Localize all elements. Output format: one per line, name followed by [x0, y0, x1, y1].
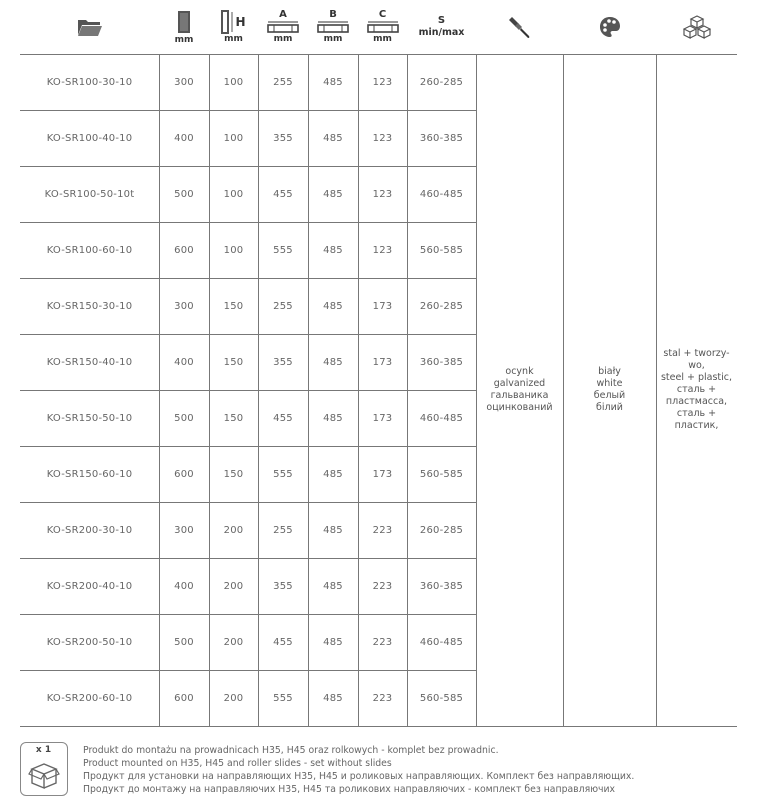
- width-b-icon: [316, 20, 350, 34]
- model-cell: KO-SR150-30-10: [46, 300, 133, 312]
- height-cell: 100: [223, 244, 244, 256]
- a-cell: 355: [273, 356, 293, 368]
- depth-icon: [174, 9, 194, 35]
- b-cell: 485: [323, 356, 343, 368]
- b-cell: 485: [323, 580, 343, 592]
- s-letter: S: [437, 15, 446, 26]
- c-cell: 123: [372, 76, 393, 88]
- model-cell: KO-SR150-40-10: [46, 356, 133, 368]
- s-cell: 460-485: [419, 412, 464, 424]
- s-cell: 460-485: [419, 188, 464, 200]
- b-cell: 485: [323, 524, 343, 536]
- a-cell: 555: [273, 692, 293, 704]
- finish-ua: оцинкований: [486, 402, 553, 413]
- material-line: пластик,: [674, 420, 719, 431]
- s-unit: min/max: [418, 27, 465, 38]
- package-count: x 1: [35, 745, 52, 755]
- package-icon: [20, 742, 68, 796]
- color-ru: белый: [593, 390, 626, 401]
- s-cell: 360-385: [419, 356, 464, 368]
- c-letter: C: [378, 9, 387, 20]
- header-height: [209, 0, 258, 54]
- material-line: сталь +: [676, 408, 717, 419]
- s-cell: 260-285: [419, 300, 464, 312]
- finish-pl: ocynk: [505, 366, 534, 377]
- depth-cell: 400: [174, 132, 194, 144]
- model-cell: KO-SR200-50-10: [46, 636, 133, 648]
- material-line: steel + plastic,: [660, 372, 733, 383]
- depth-cell: 300: [174, 524, 194, 536]
- finish-en: galvanized: [493, 378, 546, 389]
- h-letter: H: [235, 15, 246, 29]
- brush-icon: [509, 15, 531, 39]
- column-divider: [563, 54, 564, 726]
- a-cell: 355: [273, 580, 293, 592]
- depth-cell: 600: [174, 244, 194, 256]
- height-cell: 200: [223, 524, 244, 536]
- product-table: [20, 54, 737, 726]
- b-cell: 485: [323, 244, 343, 256]
- material-line: wo,: [688, 360, 705, 371]
- model-cell: KO-SR100-60-10: [46, 244, 133, 256]
- depth-cell: 400: [174, 580, 194, 592]
- a-cell: 455: [273, 412, 293, 424]
- h-unit: mm: [224, 34, 243, 44]
- c-cell: 123: [372, 132, 393, 144]
- a-cell: 255: [273, 76, 293, 88]
- model-cell: KO-SR100-40-10: [46, 132, 133, 144]
- c-cell: 223: [372, 636, 393, 648]
- depth-cell: 300: [174, 300, 194, 312]
- b-cell: 485: [323, 188, 343, 200]
- height-cell: 200: [223, 636, 244, 648]
- width-a-icon: [266, 20, 300, 34]
- s-cell: 460-485: [419, 636, 464, 648]
- header-a: [258, 0, 308, 54]
- footer-text: [83, 744, 634, 796]
- s-cell: 360-385: [419, 132, 464, 144]
- c-cell: 123: [372, 188, 393, 200]
- a-cell: 455: [273, 188, 293, 200]
- s-cell: 260-285: [419, 524, 464, 536]
- header-model: [20, 0, 159, 54]
- a-cell: 255: [273, 300, 293, 312]
- s-cell: 260-285: [419, 76, 464, 88]
- material-line: сталь +: [676, 384, 717, 395]
- a-cell: 555: [273, 468, 293, 480]
- b-cell: 485: [323, 300, 343, 312]
- depth-unit: mm: [174, 35, 194, 45]
- a-cell: 255: [273, 524, 293, 536]
- c-cell: 223: [372, 692, 393, 704]
- b-cell: 485: [323, 636, 343, 648]
- b-cell: 485: [323, 76, 343, 88]
- height-cell: 100: [223, 188, 244, 200]
- color-en: white: [596, 378, 623, 389]
- finish-cell: [476, 54, 563, 726]
- header-b: [308, 0, 358, 54]
- a-cell: 455: [273, 636, 293, 648]
- footer-line-en: Product mounted on H35, H45 and roller slides - set without slides: [83, 758, 392, 769]
- s-cell: 560-585: [419, 244, 464, 256]
- depth-cell: 300: [174, 76, 194, 88]
- height-cell: 100: [223, 76, 244, 88]
- row-divider: [20, 726, 737, 727]
- b-unit: mm: [323, 34, 343, 44]
- header-material: [656, 0, 737, 54]
- a-unit: mm: [273, 34, 293, 44]
- c-cell: 173: [372, 412, 393, 424]
- folder-icon: [77, 17, 103, 37]
- height-cell: 200: [223, 692, 244, 704]
- c-cell: 173: [372, 356, 393, 368]
- palette-icon: [599, 16, 621, 38]
- a-cell: 355: [273, 132, 293, 144]
- b-cell: 485: [323, 692, 343, 704]
- depth-cell: 600: [174, 692, 194, 704]
- b-letter: B: [329, 9, 337, 20]
- model-cell: KO-SR200-30-10: [46, 524, 133, 536]
- model-cell: KO-SR150-50-10: [46, 412, 133, 424]
- s-cell: 360-385: [419, 580, 464, 592]
- height-cell: 150: [223, 300, 244, 312]
- b-cell: 485: [323, 412, 343, 424]
- model-cell: KO-SR100-30-10: [46, 76, 133, 88]
- box-icon: [28, 759, 60, 791]
- footer-line-pl: Produkt do montażu na prowadnicach H35, H45 oraz rolkowych - komplet bez prowadnic.: [83, 745, 499, 756]
- c-cell: 173: [372, 468, 393, 480]
- material-line: пластмасса,: [665, 396, 728, 407]
- cubes-icon: [683, 15, 711, 39]
- depth-cell: 400: [174, 356, 194, 368]
- header-s: [407, 0, 476, 54]
- column-divider: [656, 54, 657, 726]
- column-divider: [476, 54, 477, 726]
- c-cell: 223: [372, 524, 393, 536]
- height-cell: 150: [223, 356, 244, 368]
- b-cell: 485: [323, 132, 343, 144]
- footer-line-ru: Продукт для установки на направляющих H35, H45 и роликовых направляющих. Комплект без направляющих.: [83, 771, 635, 782]
- c-unit: mm: [373, 34, 392, 44]
- c-cell: 223: [372, 580, 393, 592]
- model-cell: KO-SR200-60-10: [46, 692, 133, 704]
- s-cell: 560-585: [419, 692, 464, 704]
- header-finish: [476, 0, 563, 54]
- height-cell: 100: [223, 132, 244, 144]
- a-cell: 555: [273, 244, 293, 256]
- header-depth: [159, 0, 209, 54]
- table-header: [0, 0, 763, 54]
- footer-note: [20, 740, 740, 800]
- depth-cell: 500: [174, 412, 194, 424]
- header-color: [563, 0, 656, 54]
- depth-cell: 600: [174, 468, 194, 480]
- header-c: [358, 0, 407, 54]
- color-cell: [563, 54, 656, 726]
- model-cell: KO-SR200-40-10: [46, 580, 133, 592]
- finish-ru: гальваника: [490, 390, 549, 401]
- model-cell: KO-SR100-50-10t: [44, 188, 135, 200]
- footer-line-ua: Продукт до монтажу на направляючих H35, H45 та роликових направляючих - комплект без направляючих: [83, 784, 616, 795]
- color-ua: білий: [596, 402, 623, 413]
- s-cell: 560-585: [419, 468, 464, 480]
- height-cell: 150: [223, 468, 244, 480]
- height-cell: 150: [223, 412, 244, 424]
- material-line: stal + tworzy-: [663, 348, 730, 359]
- a-letter: A: [279, 9, 287, 20]
- depth-cell: 500: [174, 636, 194, 648]
- width-c-icon: [366, 20, 400, 34]
- model-cell: KO-SR150-60-10: [46, 468, 133, 480]
- c-cell: 173: [372, 300, 393, 312]
- material-cell: [656, 54, 737, 726]
- color-pl: biały: [598, 366, 621, 377]
- height-icon: [221, 10, 235, 34]
- depth-cell: 500: [174, 188, 194, 200]
- b-cell: 485: [323, 468, 343, 480]
- c-cell: 123: [372, 244, 393, 256]
- height-cell: 200: [223, 580, 244, 592]
